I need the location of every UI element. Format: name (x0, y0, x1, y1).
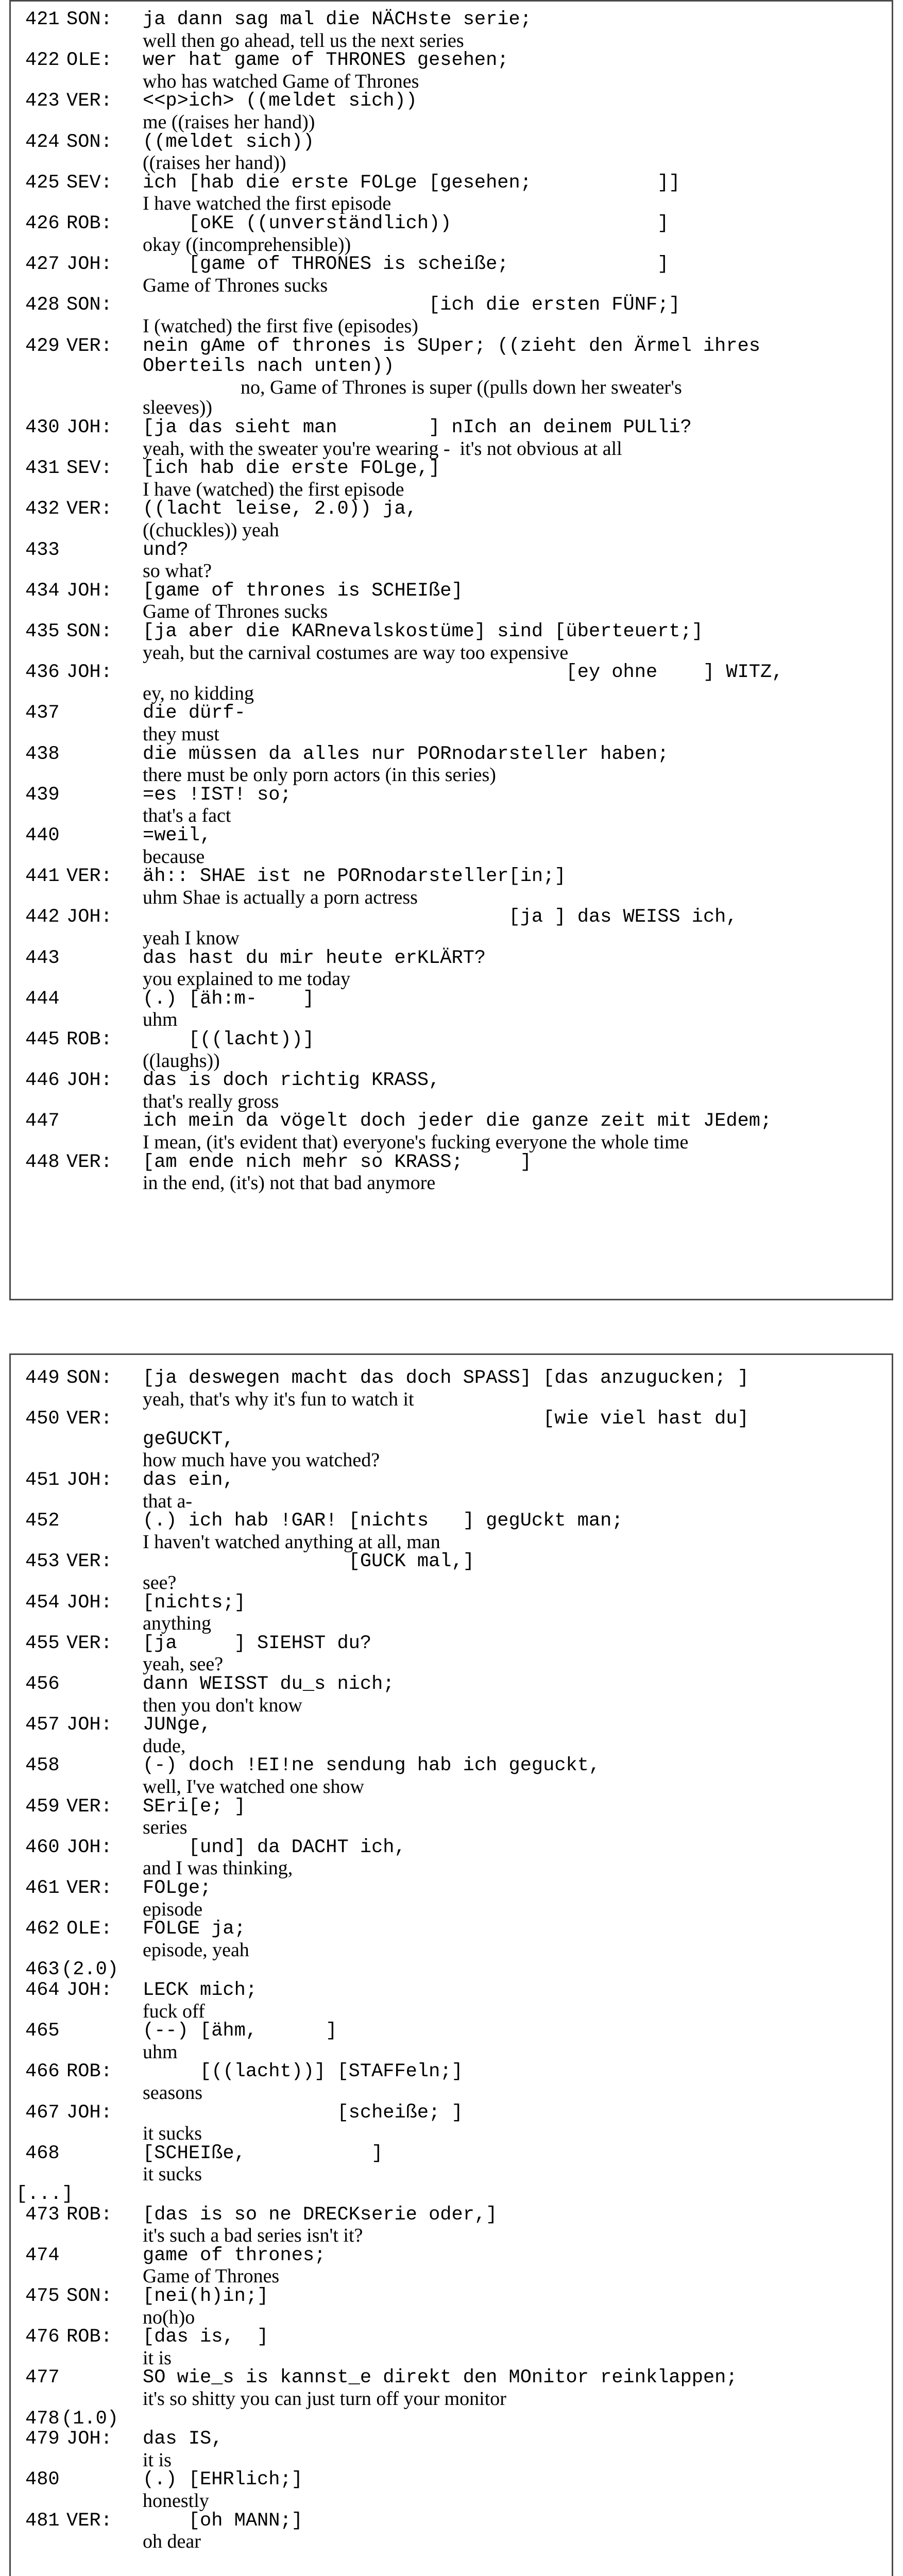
original-utterance: das is doch richtig KRASS, (143, 1070, 440, 1092)
line-number: 434 (25, 580, 60, 602)
line-number: 436 (25, 662, 60, 684)
original-utterance: das ein, (143, 1469, 234, 1491)
original-utterance: (.) [EHRlich;] (143, 2469, 303, 2491)
speaker-label: SON: (66, 621, 112, 642)
original-utterance: [nei(h)in;] (143, 2285, 269, 2307)
english-translation: ((chuckles)) yeah (143, 519, 279, 541)
line-number: 440 (25, 825, 60, 846)
english-translation: in the end, (it's) not that bad anymore (143, 1172, 436, 1194)
english-translation: Game of Thrones (143, 2265, 280, 2287)
pause-marker: (1.0) (61, 2408, 119, 2430)
english-translation: uhm Shae is actually a porn actress (143, 886, 418, 908)
original-utterance: [SCHEIße, ] (143, 2142, 383, 2164)
english-translation: who has watched Game of Thrones (143, 70, 419, 92)
line-number: 457 (25, 1714, 60, 1736)
english-translation: yeah, see? (143, 1653, 224, 1675)
line-number: 444 (25, 988, 60, 1010)
speaker-label: SON: (66, 131, 112, 153)
original-utterance: ja dann sag mal die NÄCHste serie; (143, 9, 532, 30)
english-translation: dude, (143, 1735, 186, 1757)
original-utterance: die dürf- (143, 702, 246, 724)
speaker-label: ROB: (66, 1029, 112, 1050)
original-utterance: ((lacht leise, 2.0)) ja, (143, 498, 417, 520)
english-translation: yeah, but the carnival costumes are way too expensive (143, 641, 569, 664)
line-number: 477 (25, 2367, 60, 2389)
english-translation: yeah, that's why it's fun to watch it (143, 1388, 414, 1410)
line-number: 422 (25, 49, 60, 72)
original-utterance: JUNge, (143, 1714, 212, 1736)
original-utterance-continued: geGUCKT, (143, 1428, 234, 1450)
original-utterance: wer hat game of THRONES gesehen; (143, 49, 509, 72)
english-translation: honestly (143, 2490, 209, 2512)
original-utterance: [am ende nich mehr so KRASS; ] (143, 1151, 532, 1173)
line-number: 441 (25, 866, 60, 888)
speaker-label: VER: (66, 1151, 112, 1173)
speaker-label: SON: (66, 1367, 112, 1389)
speaker-label: ROB: (66, 2326, 112, 2348)
speaker-label: JOH: (66, 662, 112, 684)
english-translation: fuck off (143, 2000, 205, 2022)
english-translation: uhm (143, 1009, 178, 1031)
english-translation: ((laughs)) (143, 1049, 220, 1072)
english-translation: episode, yeah (143, 1939, 249, 1961)
original-utterance: und? (143, 539, 189, 561)
english-translation: I have (watched) the first episode (143, 478, 404, 500)
english-translation: Game of Thrones sucks (143, 601, 328, 623)
line-number: 450 (25, 1408, 60, 1430)
english-translation: it is (143, 2449, 172, 2471)
line-number: 453 (25, 1551, 60, 1573)
speaker-label: ROB: (66, 2204, 112, 2226)
line-number: 461 (25, 1877, 60, 1899)
speaker-label: JOH: (66, 1469, 112, 1491)
english-translation: so what? (143, 560, 212, 582)
line-number: 454 (25, 1591, 60, 1614)
english-translation: that's a fact (143, 805, 231, 827)
line-number: 462 (25, 1918, 60, 1940)
original-utterance: [nichts;] (143, 1591, 246, 1614)
english-translation: there must be only porn actors (in this series) (143, 764, 496, 786)
original-utterance: SEri[e; ] (143, 1795, 246, 1818)
speaker-label: SEV: (66, 457, 112, 480)
speaker-label: JOH: (66, 417, 112, 438)
original-utterance: [ja deswegen macht das doch SPASS] [das anzugucken; ] (143, 1367, 749, 1389)
line-number: 455 (25, 1632, 60, 1654)
english-translation: see? (143, 1572, 177, 1594)
original-utterance: game of thrones; (143, 2244, 326, 2266)
speaker-label: VER: (66, 1877, 112, 1899)
line-number: 464 (25, 1979, 60, 2001)
speaker-label: JOH: (66, 1979, 112, 2001)
line-number: 463 (25, 1959, 60, 1981)
english-translation: then you don't know (143, 1694, 302, 1716)
english-translation: sleeves)) (143, 397, 213, 419)
speaker-label: JOH: (66, 580, 112, 602)
english-translation: well then go ahead, tell us the next series (143, 29, 464, 52)
speaker-label: JOH: (66, 1714, 112, 1736)
speaker-label: VER: (66, 2510, 112, 2532)
original-utterance: (-) doch !EI!ne sendung hab ich geguckt, (143, 1755, 601, 1777)
english-translation: no, Game of Thrones is super ((pulls down her sweater's (143, 376, 682, 398)
speaker-label: ROB: (66, 213, 112, 234)
line-number: 459 (25, 1795, 60, 1818)
original-utterance: ((meldet sich)) (143, 131, 315, 153)
original-utterance: ich mein da vögelt doch jeder die ganze zeit mit JEdem; (143, 1110, 772, 1132)
english-translation: how much have you watched? (143, 1449, 380, 1471)
speaker-label: VER: (66, 1551, 112, 1573)
line-number: 475 (25, 2285, 60, 2307)
english-translation: they must (143, 723, 219, 745)
line-number: 445 (25, 1029, 60, 1050)
line-number: 432 (25, 498, 60, 520)
speaker-label: JOH: (66, 906, 112, 928)
english-translation: ((raises her hand)) (143, 152, 286, 174)
speaker-label: VER: (66, 335, 112, 357)
english-translation: and I was thinking, (143, 1857, 293, 1879)
english-translation: well, I've watched one show (143, 1776, 364, 1798)
line-number: 451 (25, 1469, 60, 1491)
original-utterance-continued: Oberteils nach unten)) (143, 355, 395, 378)
line-number: 458 (25, 1755, 60, 1777)
speaker-label: OLE: (66, 1918, 112, 1940)
speaker-label: SON: (66, 294, 112, 316)
english-translation: episode (143, 1898, 203, 1920)
original-utterance: LECK mich; (143, 1979, 258, 2001)
original-utterance: SO wie_s is kannst_e direkt den MOnitor reinklappen; (143, 2367, 738, 2389)
line-number: 479 (25, 2428, 60, 2450)
speaker-label: VER: (66, 1408, 112, 1430)
line-number: 427 (25, 253, 60, 276)
line-number: 449 (25, 1367, 60, 1389)
line-number: 478 (25, 2408, 60, 2430)
line-number: 465 (25, 2020, 60, 2042)
transcript-box-2 (9, 1353, 893, 2576)
pause-marker: (2.0) (61, 1959, 119, 1981)
original-utterance: das IS, (143, 2428, 223, 2450)
english-translation: okay ((incomprehensible)) (143, 233, 351, 256)
original-utterance: [ja ] SIEHST du? (143, 1632, 372, 1654)
original-utterance: [ja ] das WEISS ich, (143, 906, 738, 928)
original-utterance: [scheiße; ] (143, 2102, 463, 2124)
original-utterance: das hast du mir heute erKLÄRT? (143, 947, 486, 969)
original-utterance: [wie viel hast du] (143, 1408, 749, 1430)
original-utterance: [game of THRONES is scheiße; ] (143, 253, 669, 276)
line-number: 426 (25, 213, 60, 234)
line-number: 430 (25, 417, 60, 438)
original-utterance: =es !IST! so; (143, 784, 292, 806)
line-number: 476 (25, 2326, 60, 2348)
english-translation: Game of Thrones sucks (143, 274, 328, 296)
english-translation: uhm (143, 2041, 178, 2063)
line-number: 456 (25, 1673, 60, 1695)
line-number: 433 (25, 539, 60, 561)
english-translation: seasons (143, 2082, 203, 2104)
line-number: 424 (25, 131, 60, 153)
english-translation: I mean, (it's evident that) everyone's fucking everyone the whole time (143, 1131, 689, 1153)
line-number: 431 (25, 457, 60, 480)
speaker-label: VER: (66, 1632, 112, 1654)
line-number: 442 (25, 906, 60, 928)
english-translation: series (143, 1817, 188, 1839)
speaker-label: JOH: (66, 1591, 112, 1614)
original-utterance: [((lacht))] [STAFFeln;] (143, 2061, 463, 2083)
line-number: 474 (25, 2244, 60, 2266)
original-utterance: nein gAme of thrones is SUper; ((zieht den Ärmel ihres (143, 335, 760, 357)
line-number: 443 (25, 947, 60, 969)
english-translation: it sucks (143, 2123, 202, 2145)
original-utterance: [ja das sieht man ] nIch an deinem PULli? (143, 417, 692, 438)
english-translation: anything (143, 1613, 211, 1635)
english-translation: it sucks (143, 2163, 202, 2185)
line-number: 448 (25, 1151, 60, 1173)
original-utterance: [ja aber die KARnevalskostüme] sind [überteuert;] (143, 621, 703, 642)
speaker-label: VER: (66, 498, 112, 520)
speaker-label: JOH: (66, 1070, 112, 1092)
speaker-label: VER: (66, 866, 112, 888)
line-number: 435 (25, 621, 60, 642)
original-utterance: [ey ohne ] WITZ, (143, 662, 783, 684)
line-number: 446 (25, 1070, 60, 1092)
original-utterance: [ich die ersten FÜNF;] (143, 294, 680, 316)
original-utterance: =weil, (143, 825, 212, 846)
english-translation: because (143, 845, 205, 868)
line-number: 423 (25, 90, 60, 112)
original-utterance: (--) [ähm, ] (143, 2020, 337, 2042)
line-number: 460 (25, 1836, 60, 1858)
original-utterance: [ich hab die erste FOLge,] (143, 457, 440, 480)
english-translation: yeah, with the sweater you're wearing - it's not obvious at all (143, 437, 622, 460)
line-number: 439 (25, 784, 60, 806)
english-translation: I have watched the first episode (143, 193, 391, 215)
speaker-label: JOH: (66, 2102, 112, 2124)
speaker-label: JOH: (66, 1836, 112, 1858)
speaker-label: VER: (66, 1795, 112, 1818)
english-translation: me ((raises her hand)) (143, 111, 315, 133)
english-translation: I (watched) the first five (episodes) (143, 315, 418, 337)
english-translation: that a- (143, 1490, 193, 1512)
english-translation: I haven't watched anything at all, man (143, 1531, 440, 1553)
speaker-label: ROB: (66, 2061, 112, 2083)
line-number: 480 (25, 2469, 60, 2491)
line-number: 481 (25, 2510, 60, 2532)
speaker-label: SON: (66, 2285, 112, 2307)
original-utterance: [game of thrones is SCHEIße] (143, 580, 463, 602)
original-utterance: (.) ich hab !GAR! [nichts ] gegUckt man; (143, 1510, 623, 1532)
original-utterance: dann WEISST du_s nich; (143, 1673, 395, 1695)
transcript-box-1 (9, 0, 893, 1300)
line-number: 467 (25, 2102, 60, 2124)
english-translation: it's such a bad series isn't it? (143, 2225, 363, 2247)
original-utterance: [GUCK mal,] (143, 1551, 474, 1573)
original-utterance: <<p>ich> ((meldet sich)) (143, 90, 417, 112)
english-translation: no(h)o (143, 2306, 195, 2328)
original-utterance: [und] da DACHT ich, (143, 1836, 406, 1858)
speaker-label: SEV: (66, 172, 112, 194)
line-number: 452 (25, 1510, 60, 1532)
english-translation: that's really gross (143, 1090, 279, 1112)
english-translation: ey, no kidding (143, 682, 254, 704)
line-number: 473 (25, 2204, 60, 2226)
line-number: 421 (25, 9, 60, 30)
speaker-label: JOH: (66, 253, 112, 276)
line-number: 437 (25, 702, 60, 724)
original-utterance: ich [hab die erste FOLge [gesehen; ]] (143, 172, 680, 194)
original-utterance: äh:: SHAE ist ne PORnodarsteller[in;] (143, 866, 566, 888)
line-number: 438 (25, 743, 60, 765)
speaker-label: OLE: (66, 49, 112, 72)
line-number: 425 (25, 172, 60, 194)
english-translation: you explained to me today (143, 968, 351, 990)
speaker-label: SON: (66, 9, 112, 30)
line-number: 466 (25, 2061, 60, 2083)
original-utterance: die müssen da alles nur PORnodarsteller haben; (143, 743, 669, 765)
original-utterance: FOLge; (143, 1877, 212, 1899)
original-utterance: [((lacht))] (143, 1029, 315, 1050)
original-utterance: (.) [äh:m- ] (143, 988, 315, 1010)
line-number: 429 (25, 335, 60, 357)
speaker-label: VER: (66, 90, 112, 112)
english-translation: it is (143, 2347, 172, 2369)
line-number: 447 (25, 1110, 60, 1132)
original-utterance: [das is, ] (143, 2326, 269, 2348)
line-number: 428 (25, 294, 60, 316)
original-utterance: [das is so ne DRECKserie oder,] (143, 2204, 498, 2226)
english-translation: oh dear (143, 2531, 201, 2553)
line-number: 468 (25, 2142, 60, 2164)
english-translation: yeah I know (143, 927, 240, 949)
omission-marker: [...] (16, 2183, 74, 2205)
original-utterance: FOLGE ja; (143, 1918, 246, 1940)
speaker-label: JOH: (66, 2428, 112, 2450)
original-utterance: [oh MANN;] (143, 2510, 303, 2532)
original-utterance: [oKE ((unverständlich)) ] (143, 213, 669, 234)
english-translation: it's so shitty you can just turn off your monitor (143, 2388, 506, 2410)
